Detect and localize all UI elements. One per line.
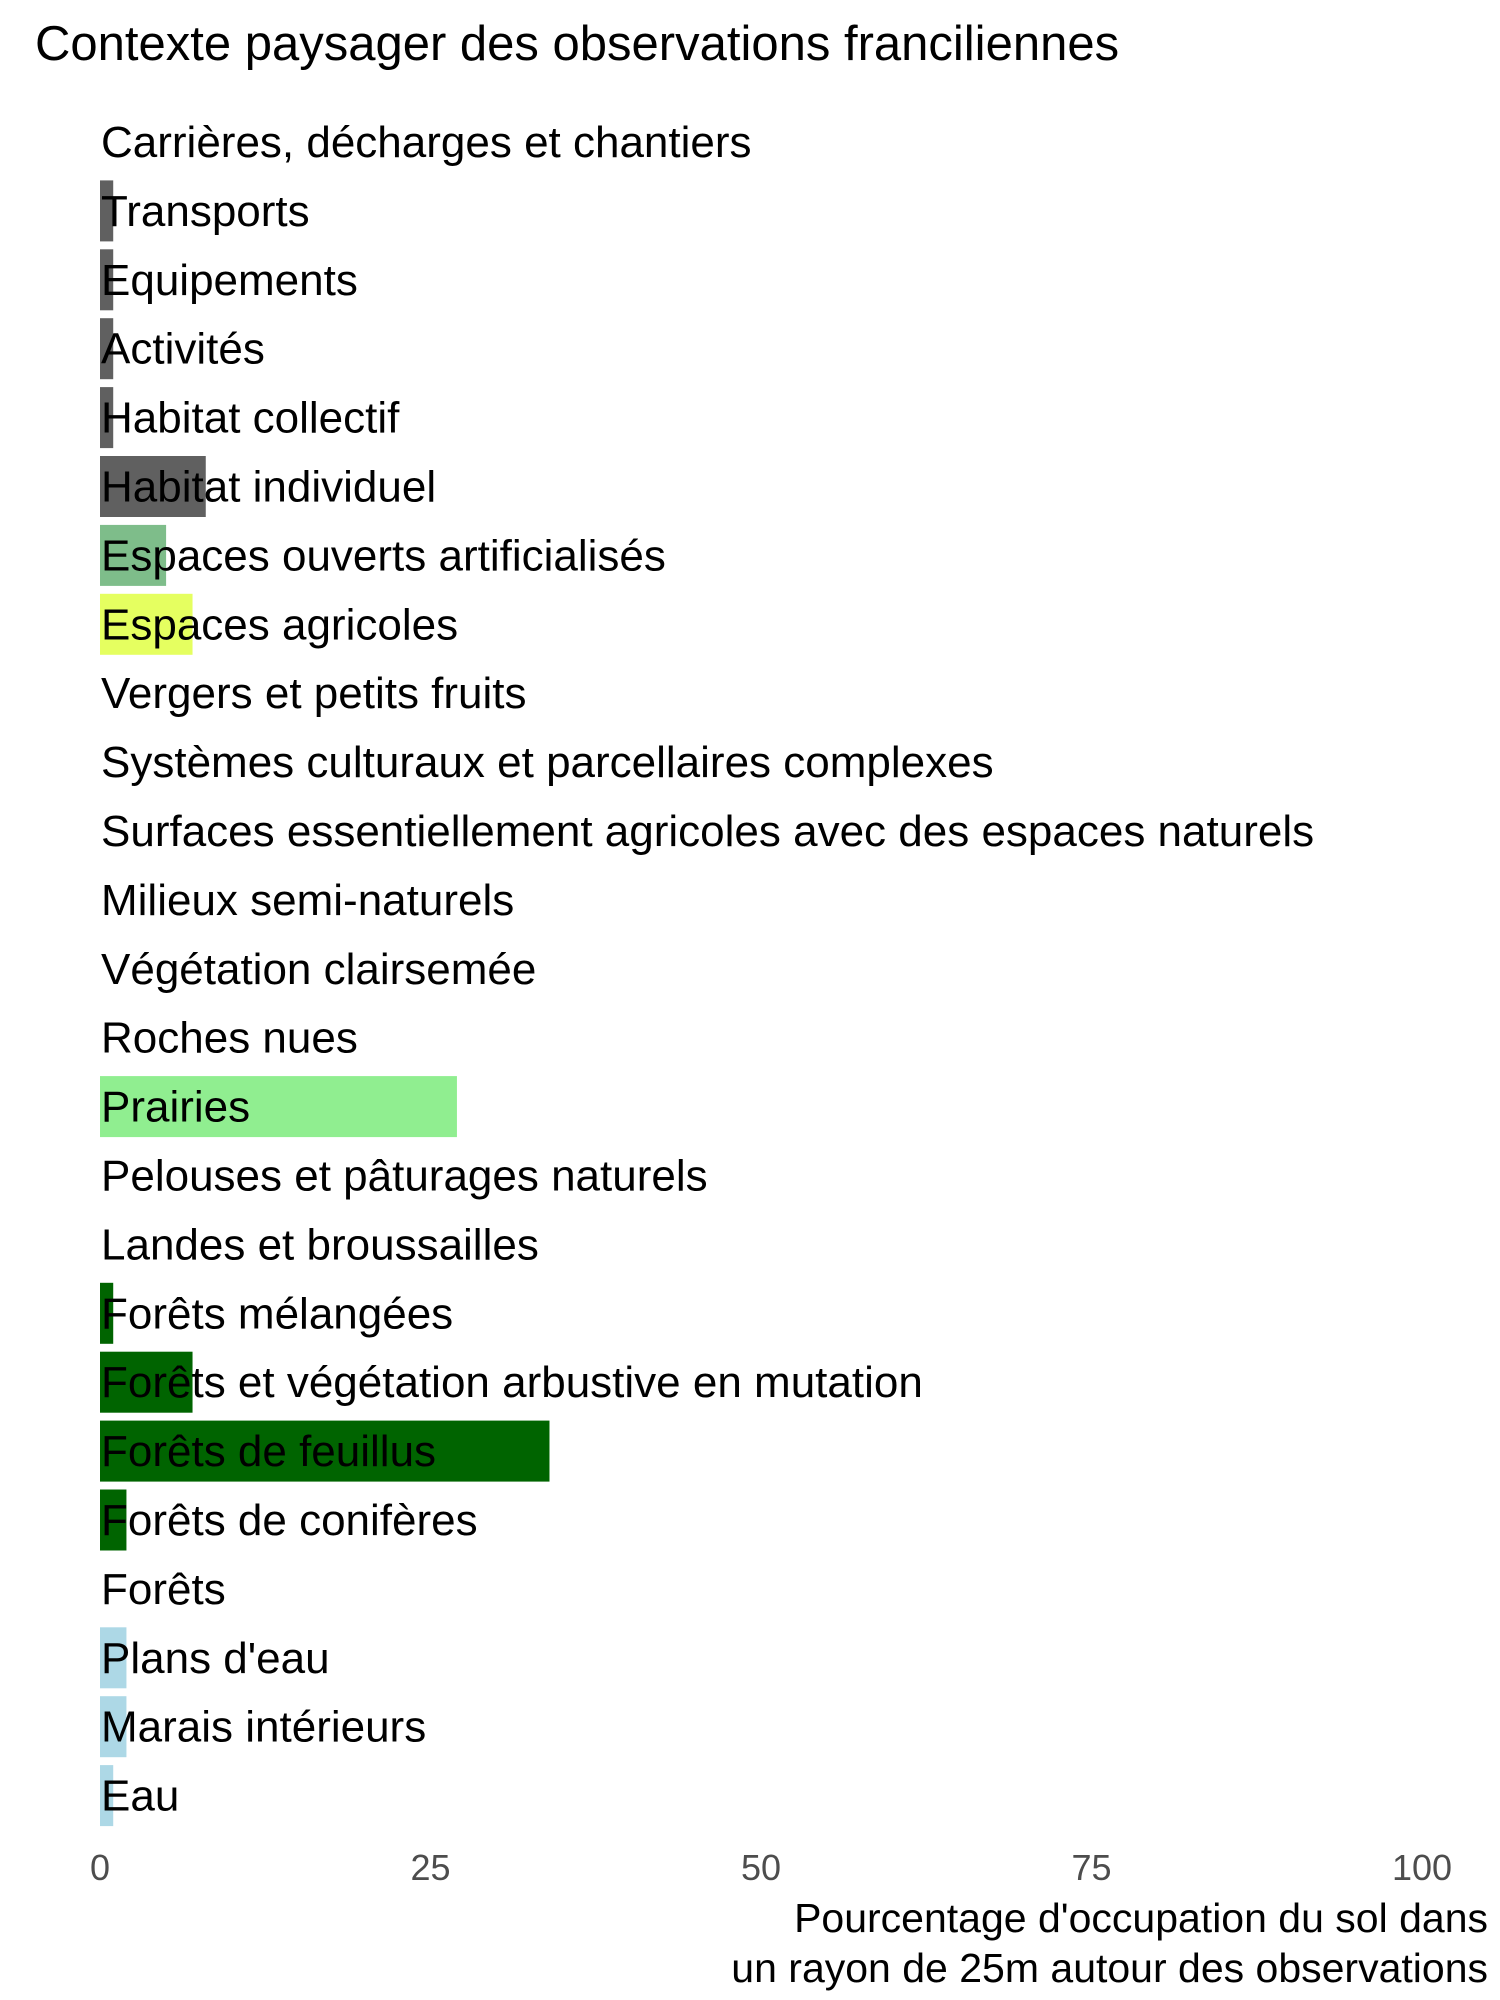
category-label-milieux-semi-naturels: Milieux semi-naturels — [101, 875, 515, 925]
category-label-landes-et-broussailles: Landes et broussailles — [101, 1220, 539, 1270]
category-label-equipements: Equipements — [101, 255, 358, 305]
category-label-surfaces-essentiellement-agricoles-avec-des-espaces-naturels: Surfaces essentiellement agricoles avec des espaces naturels — [101, 807, 1315, 856]
category-label-activites: Activités — [101, 324, 265, 374]
category-label-carrieres-decharges-et-chantiers: Carrières, décharges et chantiers — [101, 118, 752, 167]
category-label-habitat-collectif: Habitat collectif — [101, 393, 400, 443]
category-label-transports: Transports — [101, 186, 310, 236]
category-label-forets: Forêts — [101, 1564, 226, 1614]
category-label-prairies: Prairies — [101, 1082, 251, 1132]
x-tick-label-25: 25 — [410, 1847, 451, 1888]
category-label-marais-interieurs: Marais intérieurs — [101, 1702, 427, 1752]
x-axis-label-line-1: Pourcentage d'occupation du sol dans — [794, 1895, 1488, 1941]
x-tick-label-75: 75 — [1071, 1847, 1112, 1888]
category-label-plans-d-eau: Plans d'eau — [101, 1633, 330, 1683]
category-label-forets-de-coniferes: Forêts de conifères — [101, 1496, 478, 1545]
category-label-forets-et-vegetation-arbustive-en-mutation: Forêts et végétation arbustive en mutation — [101, 1358, 923, 1408]
category-label-vegetation-clairsemee: Végétation clairsemée — [101, 944, 537, 994]
category-label-espaces-agricoles: Espaces agricoles — [101, 600, 459, 650]
x-tick-label-100: 100 — [1391, 1847, 1453, 1888]
category-label-forets-melangees: Forêts mélangées — [101, 1289, 454, 1339]
category-label-roches-nues: Roches nues — [101, 1013, 358, 1063]
category-label-habitat-individuel: Habitat individuel — [101, 462, 437, 512]
category-label-forets-de-feuillus: Forêts de feuillus — [101, 1427, 437, 1477]
category-label-pelouses-et-paturages-naturels: Pelouses et pâturages naturels — [101, 1151, 708, 1201]
category-label-eau: Eau — [101, 1771, 180, 1821]
x-axis-ticks — [90, 1847, 1452, 1888]
category-labels — [101, 118, 1314, 1821]
category-label-systemes-culturaux-et-parcellaires-complexes: Systèmes culturaux et parcellaires complexes — [101, 738, 994, 788]
x-tick-label-50: 50 — [740, 1847, 782, 1888]
category-label-vergers-et-petits-fruits: Vergers et petits fruits — [101, 669, 527, 719]
chart-title: Contexte paysager des observations franciliennes — [35, 17, 1120, 71]
category-label-espaces-ouverts-artificialises: Espaces ouverts artificialisés — [101, 531, 666, 581]
x-axis-label-line-2: un rayon de 25m autour des observations — [731, 1945, 1488, 1991]
x-tick-label-0: 0 — [89, 1847, 111, 1888]
